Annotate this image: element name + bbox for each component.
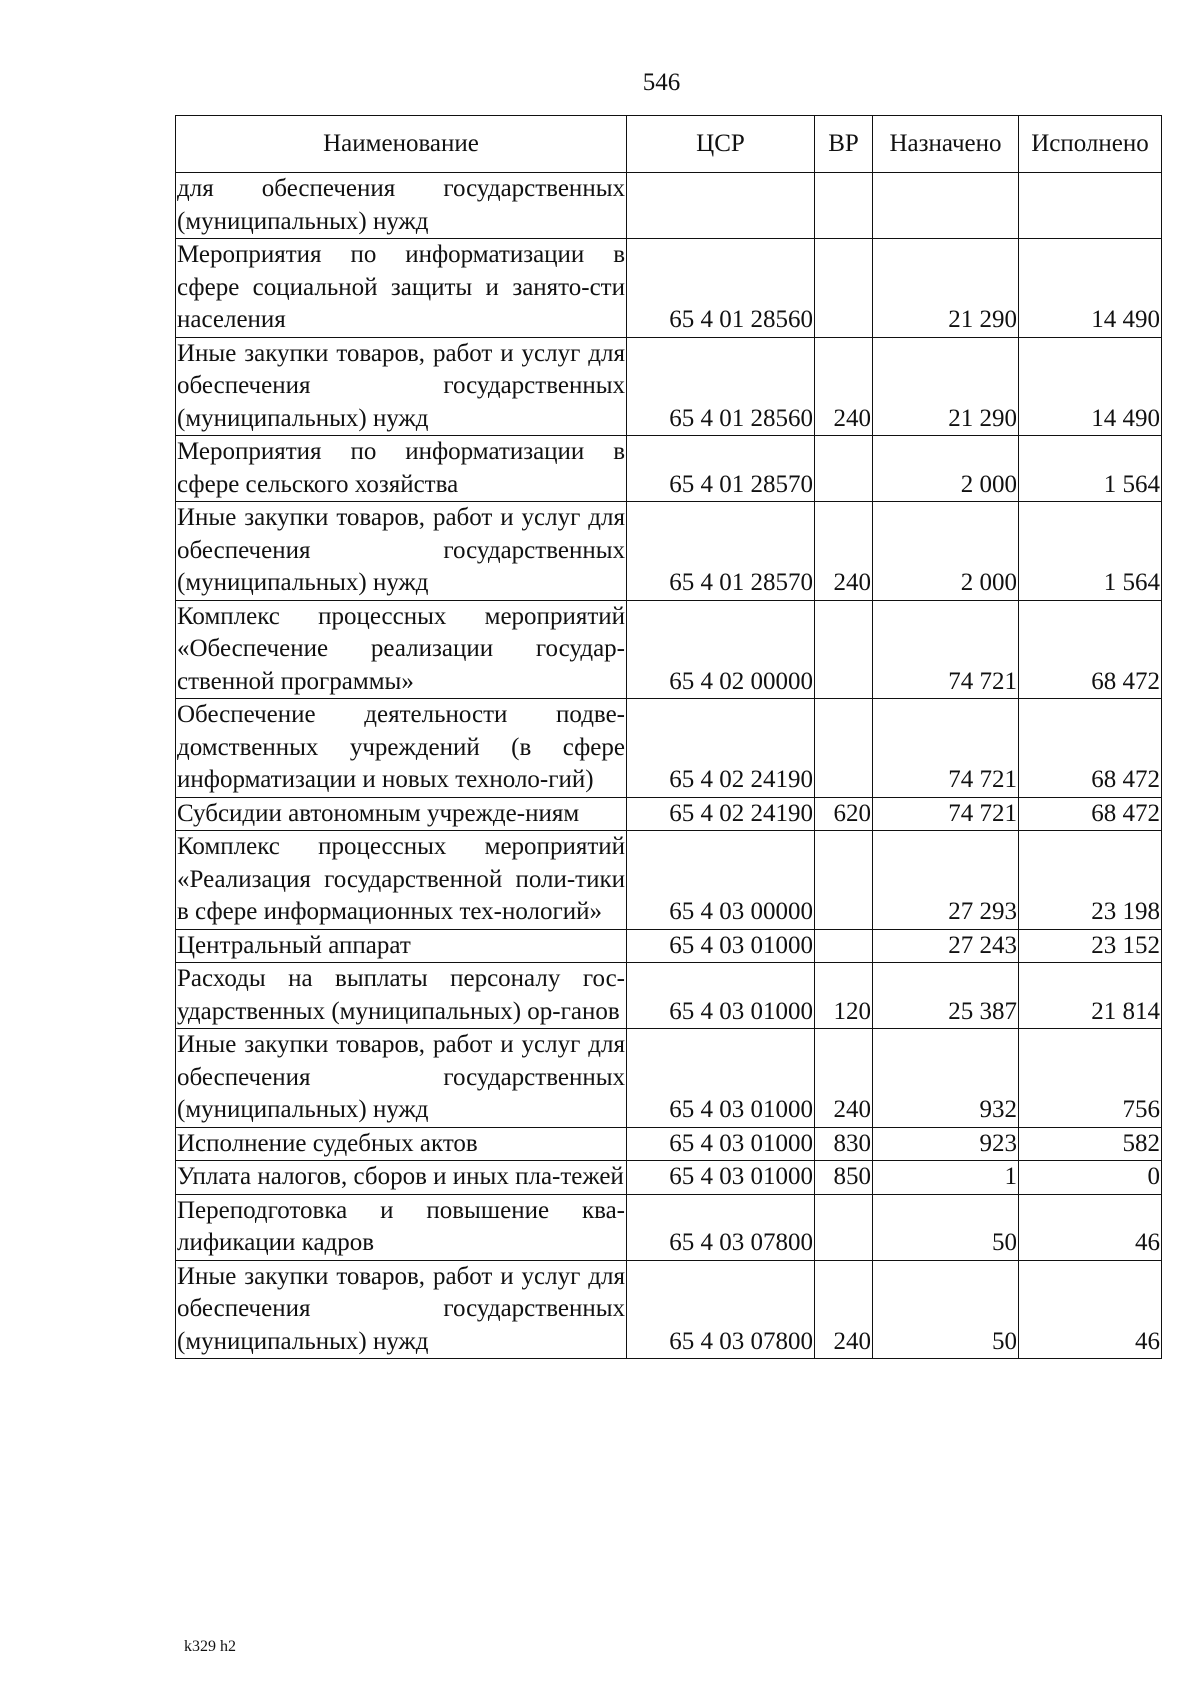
table-row xyxy=(176,1260,1162,1359)
row-assigned: 2 000 xyxy=(873,436,1019,502)
row-vr: 830 xyxy=(815,1127,873,1161)
table-row xyxy=(176,1194,1162,1260)
table-row xyxy=(176,600,1162,699)
row-vr: 120 xyxy=(815,963,873,1029)
row-name: Комплекс процессных мероприятий «Реализация государственной поли-тики в сфере информационных тех-нологий» xyxy=(176,831,627,930)
table-row xyxy=(176,797,1162,831)
table-row xyxy=(176,436,1162,502)
footer-document-code: k329 h2 xyxy=(184,1638,236,1655)
table-row xyxy=(176,502,1162,601)
row-vr xyxy=(815,173,873,239)
row-assigned: 74 721 xyxy=(873,600,1019,699)
row-vr: 850 xyxy=(815,1161,873,1195)
table-row xyxy=(176,1161,1162,1195)
row-name: Комплекс процессных мероприятий «Обеспечение реализации государ-ственной программы» xyxy=(176,600,627,699)
row-vr xyxy=(815,239,873,338)
row-vr: 620 xyxy=(815,797,873,831)
row-csr: 65 4 03 01000 xyxy=(627,929,815,963)
row-executed: 14 490 xyxy=(1019,239,1162,338)
row-csr: 65 4 03 01000 xyxy=(627,1029,815,1128)
row-executed: 1 564 xyxy=(1019,436,1162,502)
row-executed xyxy=(1019,173,1162,239)
row-assigned: 923 xyxy=(873,1127,1019,1161)
row-csr: 65 4 03 01000 xyxy=(627,1161,815,1195)
row-name: Иные закупки товаров, работ и услуг для обеспечения государственных (муниципальных) нужд xyxy=(176,502,627,601)
row-name: Исполнение судебных актов xyxy=(176,1127,627,1161)
row-csr: 65 4 03 01000 xyxy=(627,963,815,1029)
row-vr xyxy=(815,929,873,963)
row-assigned xyxy=(873,173,1019,239)
header-csr: ЦСР xyxy=(627,116,815,173)
row-csr: 65 4 01 28560 xyxy=(627,337,815,436)
row-executed: 756 xyxy=(1019,1029,1162,1128)
row-csr: 65 4 02 24190 xyxy=(627,699,815,798)
row-executed: 1 564 xyxy=(1019,502,1162,601)
row-name: Иные закупки товаров, работ и услуг для обеспечения государственных (муниципальных) нужд xyxy=(176,1260,627,1359)
row-name: Мероприятия по информатизации в сфере сельского хозяйства xyxy=(176,436,627,502)
row-vr xyxy=(815,831,873,930)
table-row xyxy=(176,239,1162,338)
row-executed: 46 xyxy=(1019,1194,1162,1260)
row-vr: 240 xyxy=(815,502,873,601)
row-csr: 65 4 03 07800 xyxy=(627,1194,815,1260)
table-row xyxy=(176,337,1162,436)
row-vr xyxy=(815,600,873,699)
row-assigned: 50 xyxy=(873,1260,1019,1359)
row-vr: 240 xyxy=(815,337,873,436)
row-executed: 582 xyxy=(1019,1127,1162,1161)
row-assigned: 2 000 xyxy=(873,502,1019,601)
row-assigned: 74 721 xyxy=(873,699,1019,798)
row-csr: 65 4 02 00000 xyxy=(627,600,815,699)
row-name: для обеспечения государственных (муниципальных) нужд xyxy=(176,173,627,239)
row-csr: 65 4 02 24190 xyxy=(627,797,815,831)
row-assigned: 1 xyxy=(873,1161,1019,1195)
row-csr: 65 4 01 28570 xyxy=(627,502,815,601)
row-csr: 65 4 01 28570 xyxy=(627,436,815,502)
row-executed: 14 490 xyxy=(1019,337,1162,436)
header-assigned: Назначено xyxy=(873,116,1019,173)
row-vr xyxy=(815,436,873,502)
row-executed: 23 152 xyxy=(1019,929,1162,963)
row-csr xyxy=(627,173,815,239)
row-vr xyxy=(815,699,873,798)
row-name: Иные закупки товаров, работ и услуг для обеспечения государственных (муниципальных) нужд xyxy=(176,337,627,436)
row-assigned: 74 721 xyxy=(873,797,1019,831)
row-vr xyxy=(815,1194,873,1260)
row-name: Расходы на выплаты персоналу гос-ударственных (муниципальных) ор-ганов xyxy=(176,963,627,1029)
row-name: Переподготовка и повышение ква-лификации кадров xyxy=(176,1194,627,1260)
table-row xyxy=(176,1029,1162,1128)
page-number: 546 xyxy=(642,69,681,96)
row-assigned: 25 387 xyxy=(873,963,1019,1029)
row-assigned: 27 293 xyxy=(873,831,1019,930)
row-executed: 68 472 xyxy=(1019,699,1162,798)
table-row xyxy=(176,173,1162,239)
row-csr: 65 4 03 01000 xyxy=(627,1127,815,1161)
row-name: Центральный аппарат xyxy=(176,929,627,963)
header-vr: ВР xyxy=(815,116,873,173)
table-header-row xyxy=(176,116,1162,173)
row-name: Субсидии автономным учрежде-ниям xyxy=(176,797,627,831)
row-name: Уплата налогов, сборов и иных пла-тежей xyxy=(176,1161,627,1195)
row-executed: 0 xyxy=(1019,1161,1162,1195)
row-csr: 65 4 03 00000 xyxy=(627,831,815,930)
row-vr: 240 xyxy=(815,1260,873,1359)
row-executed: 23 198 xyxy=(1019,831,1162,930)
row-executed: 46 xyxy=(1019,1260,1162,1359)
row-name: Иные закупки товаров, работ и услуг для обеспечения государственных (муниципальных) нужд xyxy=(176,1029,627,1128)
table-row xyxy=(176,831,1162,930)
row-name: Мероприятия по информатизации в сфере социальной защиты и занято-сти населения xyxy=(176,239,627,338)
table-row xyxy=(176,1127,1162,1161)
budget-execution-table xyxy=(175,115,1162,1359)
row-assigned: 27 243 xyxy=(873,929,1019,963)
header-executed: Исполнено xyxy=(1019,116,1162,173)
row-executed: 68 472 xyxy=(1019,797,1162,831)
table-row xyxy=(176,929,1162,963)
row-assigned: 21 290 xyxy=(873,239,1019,338)
header-name: Наименование xyxy=(176,116,627,173)
row-executed: 68 472 xyxy=(1019,600,1162,699)
row-csr: 65 4 01 28560 xyxy=(627,239,815,338)
row-name: Обеспечение деятельности подве-домственных учреждений (в сфере информатизации и новых техноло-гий) xyxy=(176,699,627,798)
row-assigned: 932 xyxy=(873,1029,1019,1128)
row-assigned: 21 290 xyxy=(873,337,1019,436)
row-assigned: 50 xyxy=(873,1194,1019,1260)
table-row xyxy=(176,963,1162,1029)
row-vr: 240 xyxy=(815,1029,873,1128)
table-row xyxy=(176,699,1162,798)
row-csr: 65 4 03 07800 xyxy=(627,1260,815,1359)
row-executed: 21 814 xyxy=(1019,963,1162,1029)
